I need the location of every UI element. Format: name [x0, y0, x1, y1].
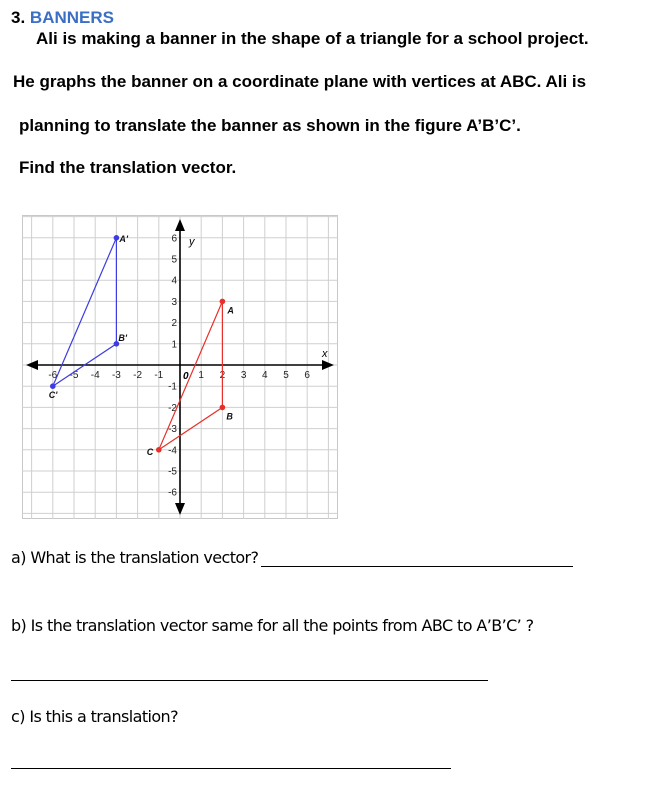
y-axis-label: y: [189, 236, 195, 248]
y-tick-label: 1: [171, 339, 177, 351]
image-vertex-label: C': [48, 390, 58, 401]
question-c: c) Is this a translation?: [11, 707, 178, 726]
x-tick-label: 6: [304, 370, 310, 381]
question-b: b) Is the translation vector same for all the points from ABC to A’B’C’ ?: [11, 616, 534, 635]
x-tick-label: 5: [283, 370, 289, 381]
image-vertex: [50, 383, 56, 389]
problem-line-4: Find the translation vector.: [19, 158, 237, 177]
x-tick-label: -2: [133, 370, 143, 381]
original-vertex-label: C: [146, 446, 154, 457]
y-tick-label: 5: [171, 254, 177, 266]
origin-label: 0: [183, 371, 189, 382]
y-tick-label: -4: [168, 445, 177, 457]
answer-line-a[interactable]: [261, 566, 573, 567]
x-tick-label: 1: [198, 370, 204, 381]
y-tick-label: -3: [168, 424, 177, 436]
y-tick-label: -2: [168, 402, 177, 414]
image-vertex: [114, 235, 120, 241]
y-tick-label: 6: [171, 233, 177, 245]
y-tick-label: 4: [171, 275, 177, 287]
problem-number: 3.: [11, 8, 26, 27]
x-tick-label: -1: [154, 370, 164, 381]
original-vertex: [220, 299, 226, 305]
x-tick-label: 3: [240, 370, 247, 381]
original-vertex-label: B: [226, 411, 233, 422]
answer-line-c[interactable]: [11, 768, 451, 769]
problem-title: BANNERS: [29, 8, 114, 27]
y-tick-label: 2: [171, 318, 177, 330]
y-tick-label: -6: [168, 487, 177, 499]
problem-line-3: planning to translate the banner as shown in the figure A’B’C’.: [19, 116, 521, 135]
x-tick-label: 2: [219, 370, 226, 381]
x-tick-label: -3: [111, 370, 121, 381]
image-vertex-label: B': [118, 332, 128, 343]
y-tick-label: 3: [171, 296, 177, 308]
original-vertex-label: A: [227, 305, 234, 316]
image-vertex-label: A': [119, 233, 129, 244]
coordinate-plane: [22, 215, 338, 519]
original-vertex: [156, 447, 162, 453]
y-tick-label: -5: [168, 466, 177, 478]
problem-line-2: He graphs the banner on a coordinate plane with vertices at ABC. Ali is: [13, 72, 587, 91]
question-a: a) What is the translation vector?: [11, 548, 259, 567]
x-tick-label: -6: [48, 370, 58, 381]
problem-heading: [11, 8, 114, 28]
original-vertex: [220, 405, 226, 411]
x-axis-label: x: [322, 348, 328, 360]
answer-line-b[interactable]: [11, 680, 488, 681]
x-tick-label: -4: [90, 370, 100, 381]
y-tick-label: -1: [168, 381, 177, 393]
problem-line-1: Ali is making a banner in the shape of a triangle for a school project.: [36, 29, 589, 48]
x-tick-label: 4: [262, 370, 268, 381]
x-tick-label: -5: [69, 370, 79, 381]
